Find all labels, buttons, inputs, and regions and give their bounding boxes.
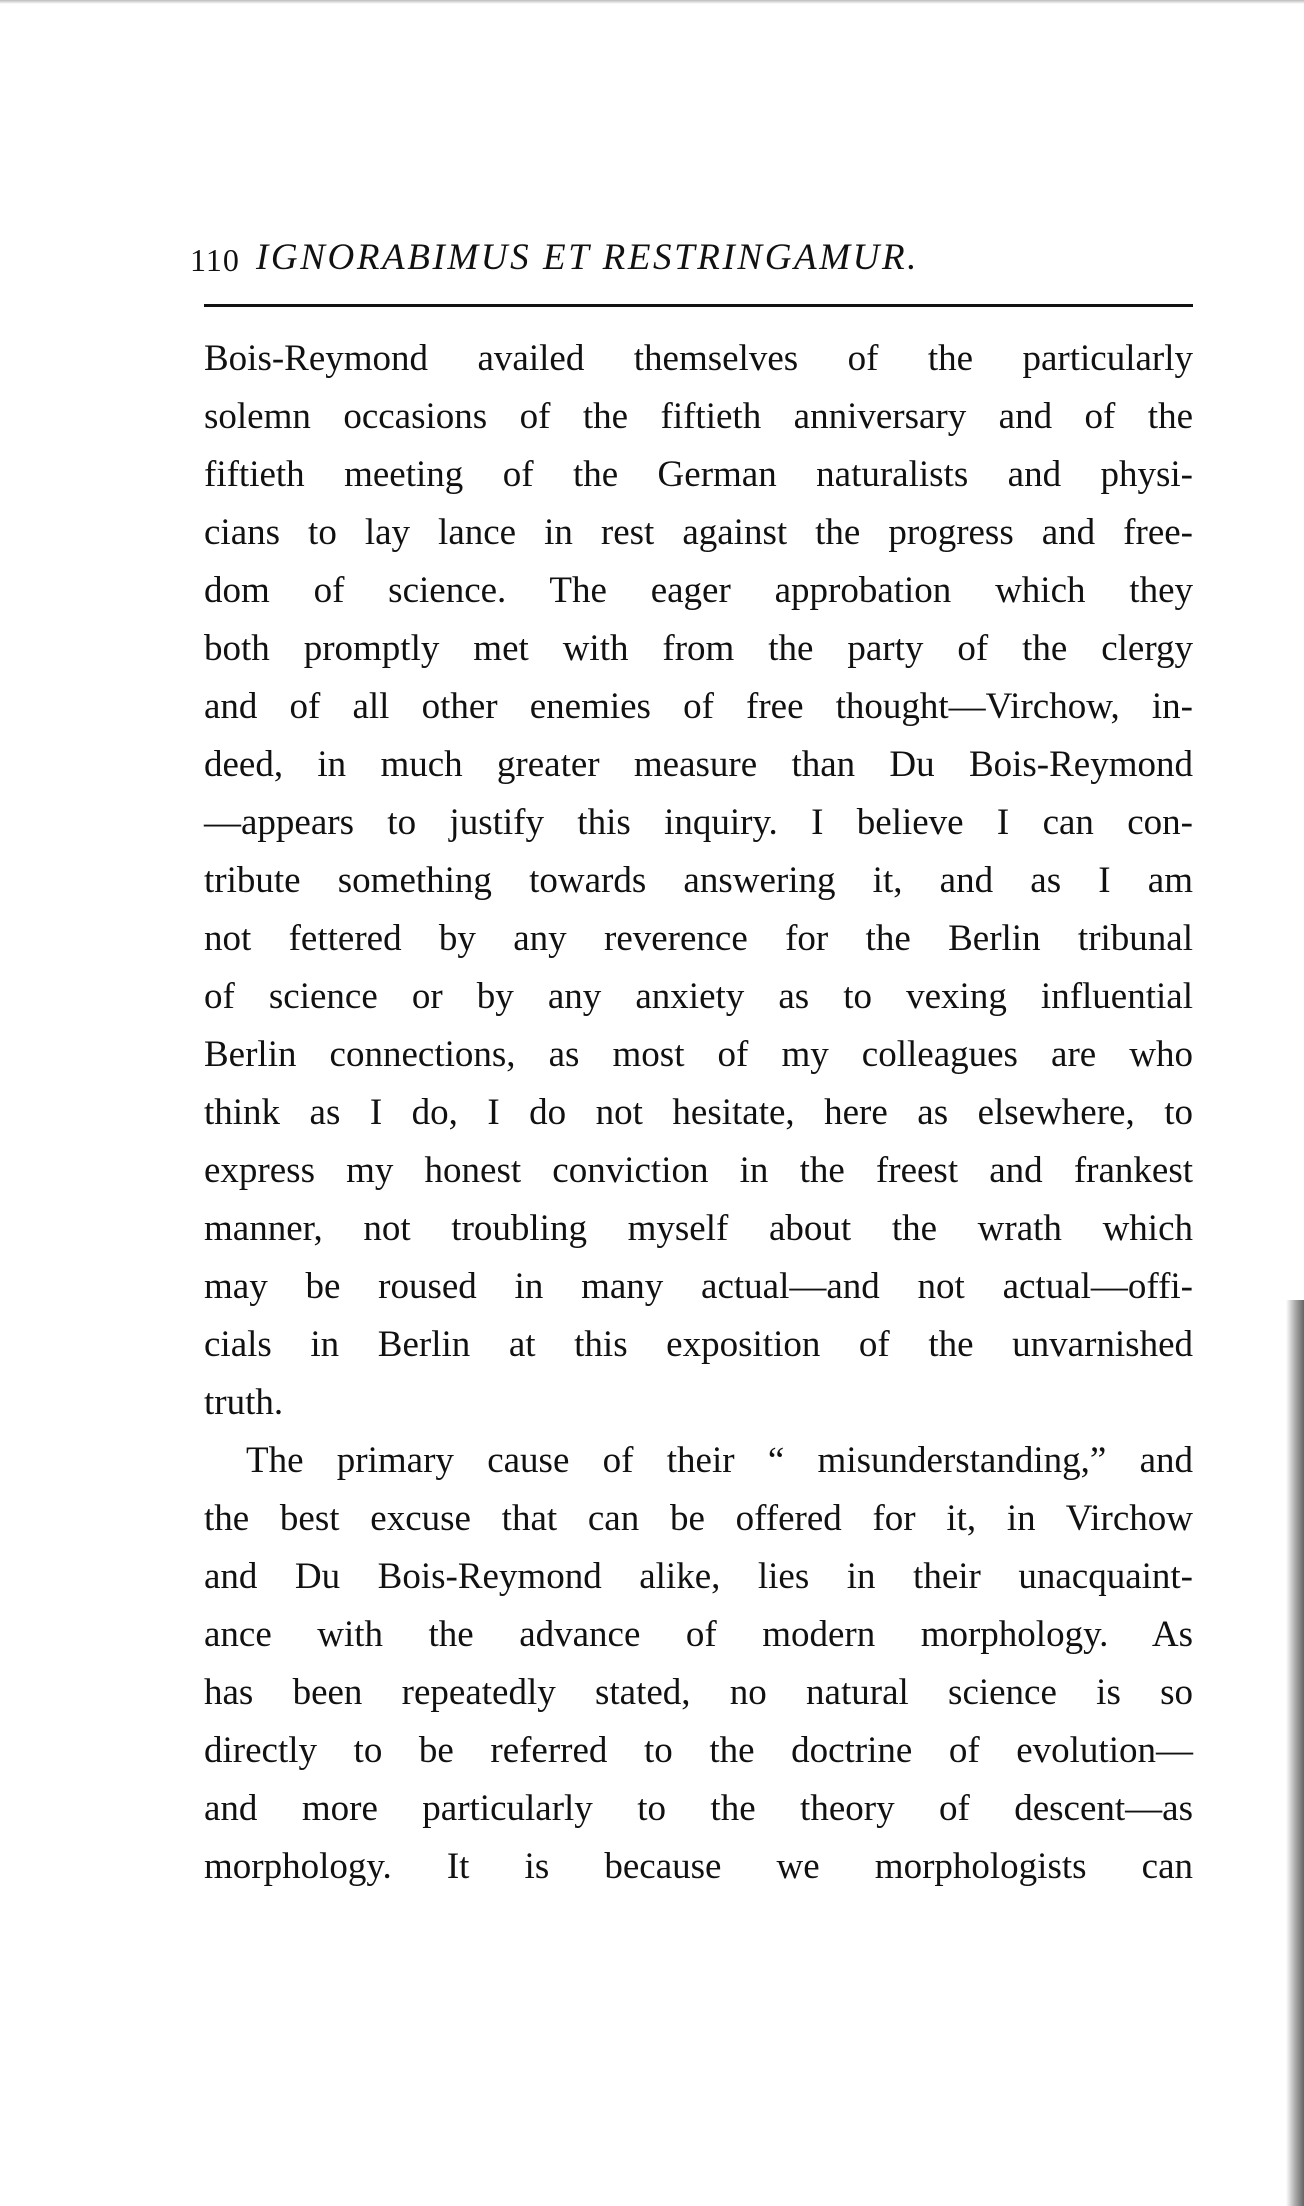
text-line: morphology. It is because we morphologists can — [204, 1846, 1193, 1887]
running-title: IGNORABIMUS ET RESTRINGAMUR. — [256, 237, 920, 278]
text-line: think as I do, I do not hesitate, here as elsewhere, to — [204, 1092, 1193, 1133]
text-line: both promptly met with from the party of the clergy — [204, 628, 1193, 669]
text-line: may be roused in many actual—and not actual—offi- — [204, 1266, 1193, 1307]
text-line: The primary cause of their “ misunderstanding,” and — [246, 1440, 1193, 1481]
page-number: 110 — [190, 242, 240, 278]
text-line: directly to be referred to the doctrine of evolution— — [204, 1730, 1193, 1771]
text-line: and of all other enemies of free thought—Virchow, in- — [204, 686, 1193, 727]
text-line: solemn occasions of the fiftieth anniversary and of the — [204, 396, 1193, 437]
page-binding-edge — [1286, 1300, 1304, 2206]
text-line: —appears to justify this inquiry. I believe I can con- — [204, 802, 1193, 843]
text-line: cials in Berlin at this exposition of the unvarnished — [204, 1324, 1193, 1365]
text-line: manner, not troubling myself about the wrath which — [204, 1208, 1193, 1249]
header-rule — [204, 304, 1193, 307]
paragraph-1 — [204, 330, 1193, 1432]
text-line: truth. — [204, 1382, 284, 1423]
body-text — [204, 330, 1193, 1896]
text-line: deed, in much greater measure than Du Bois-Reymond — [204, 744, 1193, 785]
text-line: Bois-Reymond availed themselves of the particularly — [204, 338, 1193, 379]
text-line: dom of science. The eager approbation which they — [204, 570, 1193, 611]
text-line: ance with the advance of modern morphology. As — [204, 1614, 1193, 1655]
paragraph-2 — [204, 1432, 1193, 1896]
running-header — [188, 236, 1193, 286]
text-line: express my honest conviction in the freest and frankest — [204, 1150, 1193, 1191]
text-line: of science or by any anxiety as to vexing influential — [204, 976, 1193, 1017]
text-line: fiftieth meeting of the German naturalists and physi- — [204, 454, 1193, 495]
text-line: and more particularly to the theory of descent—as — [204, 1788, 1193, 1829]
text-line: Berlin connections, as most of my colleagues are who — [204, 1034, 1193, 1075]
text-line: the best excuse that can be offered for it, in Virchow — [204, 1498, 1193, 1539]
text-line: cians to lay lance in rest against the progress and free- — [204, 512, 1193, 553]
page-top-edge — [0, 0, 1304, 4]
text-line: tribute something towards answering it, and as I am — [204, 860, 1193, 901]
text-line: and Du Bois-Reymond alike, lies in their unacquaint- — [204, 1556, 1193, 1597]
text-line: not fettered by any reverence for the Berlin tribunal — [204, 918, 1193, 959]
text-line: has been repeatedly stated, no natural science is so — [204, 1672, 1193, 1713]
